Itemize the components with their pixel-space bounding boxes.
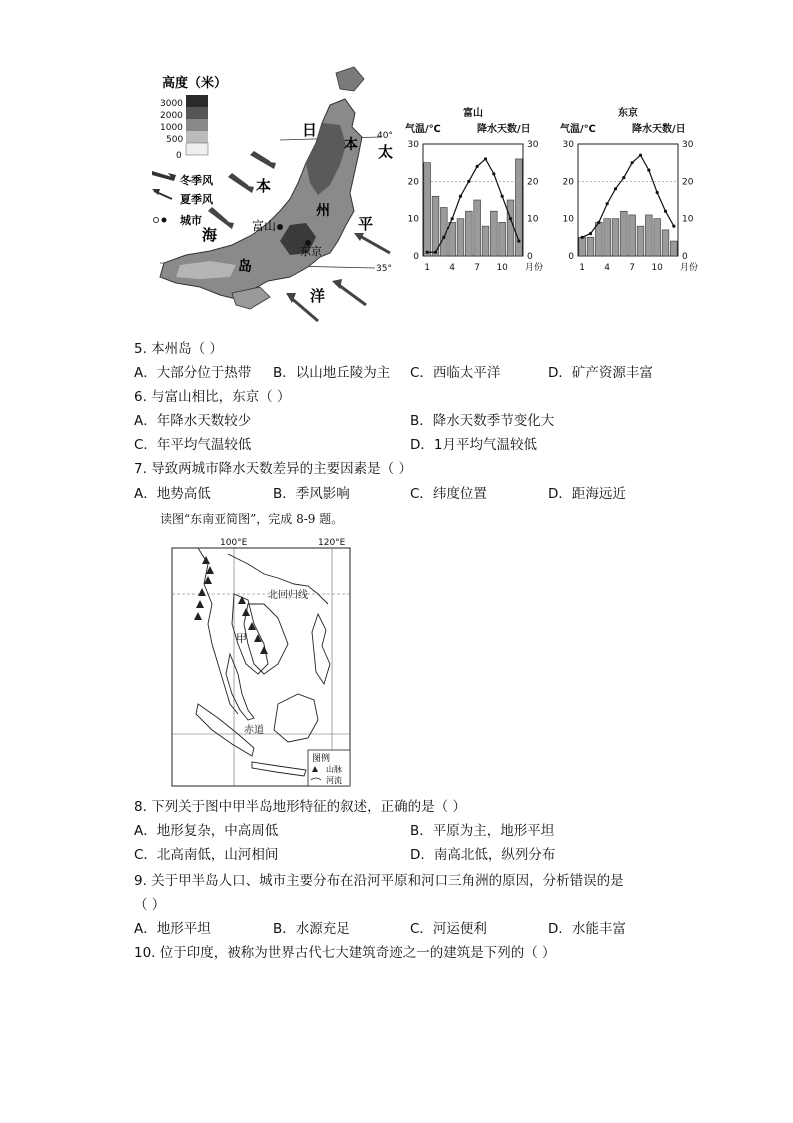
- southeast-asia-map: [168, 534, 356, 790]
- q6-option-b: B．降水天数季节变化大: [410, 413, 555, 429]
- sea-char-3: 海: [202, 226, 218, 244]
- temp-point-9: [492, 172, 495, 175]
- temp-point-10: [501, 195, 504, 198]
- question-9-paren: （ ）: [134, 897, 166, 913]
- q6-option-d: D．1月平均气温较低: [410, 437, 537, 453]
- lon-100-label: 100°E: [220, 538, 248, 548]
- temp-point-10: [656, 191, 659, 194]
- city-legend-dot: [162, 218, 167, 223]
- climate-chart-toyama-svg: [405, 100, 555, 285]
- temp-point-8: [639, 154, 642, 157]
- temp-point-2: [434, 251, 437, 254]
- q9-option-c: C．河运便利: [410, 921, 487, 937]
- precip-bar-7: [474, 200, 481, 256]
- summer-monsoon-label: 夏季风: [180, 193, 213, 206]
- island-char-1: 本: [344, 137, 358, 153]
- winter-monsoon-label: 冬季风: [180, 174, 213, 187]
- precip-bar-4: [604, 219, 611, 256]
- elev-label-2000: 2000: [160, 111, 183, 121]
- precip-bar-11: [662, 230, 669, 256]
- question-5-stem: 5. 本州岛（ ）: [134, 341, 223, 357]
- precip-bar-6: [620, 211, 627, 256]
- climate-chart-tokyo-svg: [560, 100, 710, 285]
- temp-point-6: [467, 180, 470, 183]
- temp-point-3: [597, 221, 600, 224]
- temp-point-8: [484, 157, 487, 160]
- elev-label-1000: 1000: [160, 123, 183, 133]
- precip-bar-11: [507, 200, 514, 256]
- q8-option-d: D．南高北低，纵列分布: [410, 847, 556, 863]
- y-tick-left-0: 0: [413, 252, 419, 262]
- x-tick-10: 10: [496, 263, 508, 273]
- precip-bar-2: [587, 237, 594, 256]
- toyama-label: 富山: [252, 219, 277, 233]
- y-left-label: 气温/℃: [405, 124, 441, 135]
- y-tick-left-10: 10: [562, 214, 574, 225]
- x-axis-label: 月份: [680, 263, 699, 273]
- lon-120-label: 120°E: [318, 538, 346, 548]
- y-tick-right-0: 0: [682, 252, 688, 262]
- q9-option-a: A．地形平坦: [134, 921, 211, 937]
- q7-option-b: B．季风影响: [273, 486, 350, 502]
- temp-point-1: [426, 251, 429, 254]
- elevation-legend-title: 高度（米）: [162, 76, 228, 91]
- temp-point-9: [647, 169, 650, 172]
- x-tick-7: 7: [629, 263, 636, 273]
- x-tick-10: 10: [651, 263, 663, 273]
- precip-bar-8: [482, 226, 489, 256]
- summer-monsoon-legend-arrow: [152, 189, 172, 199]
- temp-point-4: [606, 202, 609, 205]
- precip-bar-8: [637, 226, 644, 256]
- question-8-stem: 8. 下列关于图中甲半岛地形特征的叙述，正确的是（ ）: [134, 799, 466, 815]
- question-9-stem: 9. 关于甲半岛人口、城市主要分布在沿河平原和河口三角洲的原因，分析错误的是: [134, 873, 624, 889]
- x-tick-1: 1: [579, 263, 586, 273]
- elev-label-500: 500: [166, 135, 184, 145]
- q7-option-c: C．纬度位置: [410, 486, 487, 502]
- temp-point-11: [664, 210, 667, 213]
- q8-option-a: A．地形复杂，中高周低: [134, 823, 279, 839]
- q5-option-b: B．以山地丘陵为主: [273, 365, 391, 381]
- ocean-char-3: 洋: [310, 287, 326, 305]
- island-char-2: 州: [316, 203, 330, 219]
- chart-title: 富山: [463, 108, 483, 119]
- toyama-dot: [277, 224, 283, 230]
- temp-point-6: [622, 176, 625, 179]
- sea-legend-title: 图例: [312, 754, 331, 764]
- y-tick-left-30: 30: [407, 140, 419, 150]
- temp-point-2: [589, 232, 592, 235]
- precip-bar-9: [645, 215, 652, 256]
- question-10-stem: 10. 位于印度，被称为世界古代七大建筑奇迹之一的建筑是下列的（ ）: [134, 945, 556, 961]
- y-tick-right-10: 10: [682, 214, 694, 225]
- x-axis-label: 月份: [525, 263, 544, 273]
- chart-title: 东京: [618, 108, 638, 119]
- lat-35-label: 35°: [376, 264, 392, 274]
- elev-label-3000: 3000: [160, 99, 183, 109]
- lat-40-label: 40°: [377, 131, 393, 141]
- elev-swatch-0: [186, 143, 208, 155]
- hokkaido-tip: [336, 67, 364, 91]
- y-tick-right-30: 30: [527, 140, 539, 150]
- y-right-label: 降水天数/日: [632, 124, 686, 135]
- temp-point-3: [442, 236, 445, 239]
- q6-option-c: C．年平均气温较低: [134, 437, 252, 453]
- q8-option-c: C．北高南低，山河相间: [134, 847, 279, 863]
- q5-option-c: C．西临太平洋: [410, 365, 501, 381]
- elev-swatch-1000: [186, 119, 208, 131]
- y-tick-right-0: 0: [527, 252, 533, 262]
- precip-bar-7: [629, 215, 636, 256]
- city-legend-label: 城市: [180, 214, 202, 227]
- precip-bar-6: [465, 211, 472, 256]
- sea-char-1: 日: [302, 121, 318, 139]
- climate-chart-tokyo: [560, 100, 710, 285]
- temp-point-12: [672, 225, 675, 228]
- elev-label-0: 0: [176, 151, 182, 161]
- temp-point-5: [459, 195, 462, 198]
- q6-option-a: A．年降水天数较少: [134, 413, 252, 429]
- ocean-char-2: 平: [358, 215, 374, 233]
- city-legend-circle: [154, 218, 159, 223]
- x-tick-4: 4: [449, 263, 456, 273]
- temp-point-5: [614, 187, 617, 190]
- tokyo-label: 东京: [300, 245, 322, 258]
- precip-bar-10: [654, 219, 661, 256]
- y-left-label: 气温/℃: [560, 124, 596, 135]
- temp-point-12: [517, 239, 520, 242]
- question-7-stem: 7. 导致两城市降水天数差异的主要因素是（ ）: [134, 461, 412, 477]
- temp-point-1: [581, 236, 584, 239]
- southeast-asia-map-svg: [168, 534, 356, 790]
- y-tick-left-10: 10: [407, 214, 419, 225]
- x-tick-1: 1: [424, 263, 431, 273]
- temp-point-7: [631, 161, 634, 164]
- ocean-char-1: 太: [378, 143, 394, 161]
- island-char-3: 岛: [238, 259, 252, 275]
- y-tick-left-20: 20: [562, 177, 574, 188]
- precip-bar-4: [449, 222, 456, 256]
- y-tick-right-10: 10: [527, 214, 539, 225]
- precip-bar-9: [490, 211, 497, 256]
- japan-map: [140, 65, 410, 335]
- elev-swatch-500: [186, 131, 208, 143]
- temp-point-11: [509, 217, 512, 220]
- elev-swatch-3000: [186, 95, 208, 107]
- jia-label: 甲: [236, 632, 247, 645]
- y-tick-right-20: 20: [682, 177, 694, 188]
- precip-bar-10: [499, 222, 506, 256]
- q7-option-d: D．距海远近: [548, 486, 626, 502]
- precip-bar-3: [595, 222, 602, 256]
- y-tick-right-30: 30: [682, 140, 694, 150]
- precip-bar-1: [424, 163, 431, 256]
- q9-option-b: B．水源充足: [273, 921, 350, 937]
- sea-char-2: 本: [256, 177, 272, 195]
- climate-chart-toyama: [405, 100, 555, 285]
- legend-river-label: 河流: [326, 776, 342, 785]
- y-right-label: 降水天数/日: [477, 124, 531, 135]
- y-tick-left-0: 0: [568, 252, 574, 262]
- q7-option-a: A．地势高低: [134, 486, 211, 502]
- legend-mountain-label: 山脉: [326, 765, 342, 774]
- precip-bar-5: [457, 219, 464, 256]
- equator-label: 赤道: [244, 725, 264, 736]
- tropic-label: 北回归线: [268, 590, 308, 601]
- question-6-stem: 6. 与富山相比，东京（ ）: [134, 389, 291, 405]
- q5-option-a: A．大部分位于热带: [134, 365, 252, 381]
- y-tick-left-20: 20: [407, 177, 419, 188]
- elev-swatch-2000: [186, 107, 208, 119]
- winter-monsoon-legend-arrow: [152, 171, 176, 181]
- y-tick-left-30: 30: [562, 140, 574, 150]
- intro-8-9: 读图“东南亚简图”，完成 8-9 题。: [160, 512, 344, 526]
- temp-point-4: [451, 217, 454, 220]
- x-tick-7: 7: [474, 263, 481, 273]
- y-tick-right-20: 20: [527, 177, 539, 188]
- q8-option-b: B．平原为主，地形平坦: [410, 823, 555, 839]
- temp-point-7: [476, 165, 479, 168]
- q9-option-d: D．水能丰富: [548, 921, 626, 937]
- q5-option-d: D．矿产资源丰富: [548, 365, 653, 381]
- precip-bar-1: [579, 237, 586, 256]
- x-tick-4: 4: [604, 263, 611, 273]
- japan-map-svg: [140, 65, 410, 335]
- precip-bar-5: [612, 219, 619, 256]
- precip-bar-12: [670, 241, 677, 256]
